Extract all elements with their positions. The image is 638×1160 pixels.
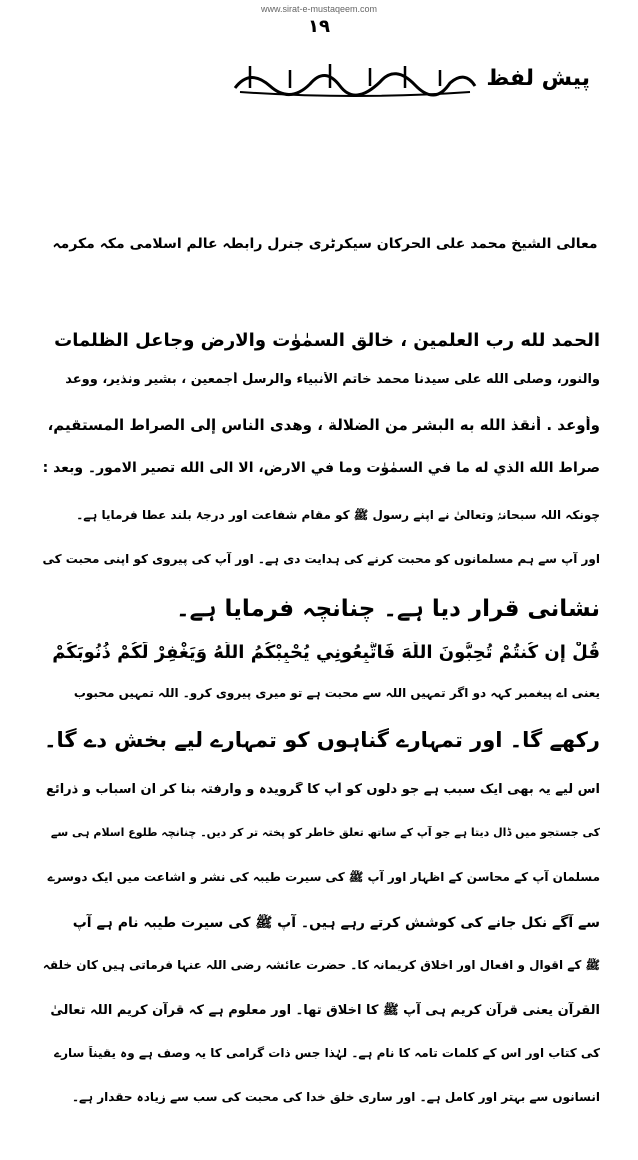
text-line: وأوعد . أنقذ الله به البشر من الضلالة ، وهدى الناس إلى الصراط المستقيم،: [47, 416, 600, 434]
page-heading: معالی الشیخ محمد علی الحرکان سیکرٹری جنرل رابطہ عالم اسلامی مکہ مکرمہ: [52, 236, 598, 252]
section-label-preface: پیش لفظ: [486, 66, 590, 91]
text-line: کی جستجو میں ڈال دیتا ہے جو آپ کے ساتھ تعلق خاطر کو پختہ تر کر دیں۔ چنانچہ طلوع اسلام ہی سے: [50, 826, 600, 839]
text-line: اس لیے یہ بھی ایک سبب ہے جو دلوں کو آپ کا گرویدہ و وارفتہ بنا کر ان اسباب و ذرائع: [45, 782, 600, 797]
text-line: ﷺ کے اقوال و افعال اور اخلاق کریمانہ کا۔ حضرت عائشہ رضی اللہ عنہا فرماتی ہیں کان خلقہ: [42, 958, 600, 972]
quran-verse-line: قُلْ إِن كُنتُمْ تُحِبُّونَ اللَّهَ فَاتَّبِعُونِي يُحْبِبْكُمُ اللَّهُ وَيَغْفِرْ لَكُمْ ذُنُوبَكُمْ: [52, 642, 600, 663]
text-line: الحمد لله رب العلمين ، خالق السمٰوٰت والارض وجاعل الظلمات: [54, 330, 600, 351]
text-line: اور آپ سے ہم مسلمانوں کو محبت کرنے کی ہدایت دی ہے۔ اور آپ کی پیروی کو اپنی محبت کی: [42, 552, 600, 566]
text-line: کی کتاب اور اس کے کلمات تامہ کا نام ہے۔ لہٰذا جس ذات گرامی کا یہ وصف ہے وہ یقیناً سارے: [54, 1046, 600, 1060]
text-line: رکھے گا۔ اور تمہارے گناہوں کو تمہارے لیے بخش دے گا۔: [44, 728, 600, 752]
text-line: انسانوں سے بہتر اور کامل ہے۔ اور ساری خلق خدا کی محبت کی سب سے زیادہ حقدار ہے۔: [71, 1090, 600, 1104]
text-line: صراط الله الذي له ما في السمٰوٰت وما في الارض، الا الى الله تصير الامور۔ وبعد :: [42, 460, 600, 476]
text-line: القرآن یعنی قرآن کریم ہی آپ ﷺ کا اخلاق تھا۔ اور معلوم ہے کہ قرآن کریم اللہ تعالیٰ: [50, 1003, 600, 1018]
text-line: یعنی اے پیغمبر کہہ دو اگر تمہیں اللہ سے محبت ہے تو میری پیروی کرو۔ اللہ تمہیں محبوب: [73, 686, 600, 700]
text-line: نشانی قرار دیا ہے۔ چنانچہ فرمایا ہے۔: [176, 596, 600, 622]
basmala-calligraphy: [230, 58, 480, 98]
text-line: چونکہ اللہ سبحانہٗ وتعالیٰ نے اپنے رسول ﷺ کو مقام شفاعت اور درجۂ بلند عطا فرمایا ہے۔: [76, 508, 600, 522]
basmala-calligraphy-graphic: [230, 58, 480, 98]
text-line: والنور، وصلى الله على سيدنا محمد خاتم الأنبياء والرسل أجمعين ، بشير ونذير، ووعد: [65, 372, 600, 387]
site-url: www.sirat-e-mustaqeem.com: [260, 4, 378, 14]
page-number: ۱۹: [308, 16, 330, 37]
text-line: سے آگے نکل جانے کی کوشش کرتے رہے ہیں۔ آپ ﷺ کی سیرت طیبہ نام ہے آپ: [72, 915, 600, 931]
text-line: مسلمان آپ کے محاسن کے اظہار اور آپ ﷺ کی سیرت طیبہ کی نشر و اشاعت میں ایک دوسرے: [47, 870, 600, 884]
